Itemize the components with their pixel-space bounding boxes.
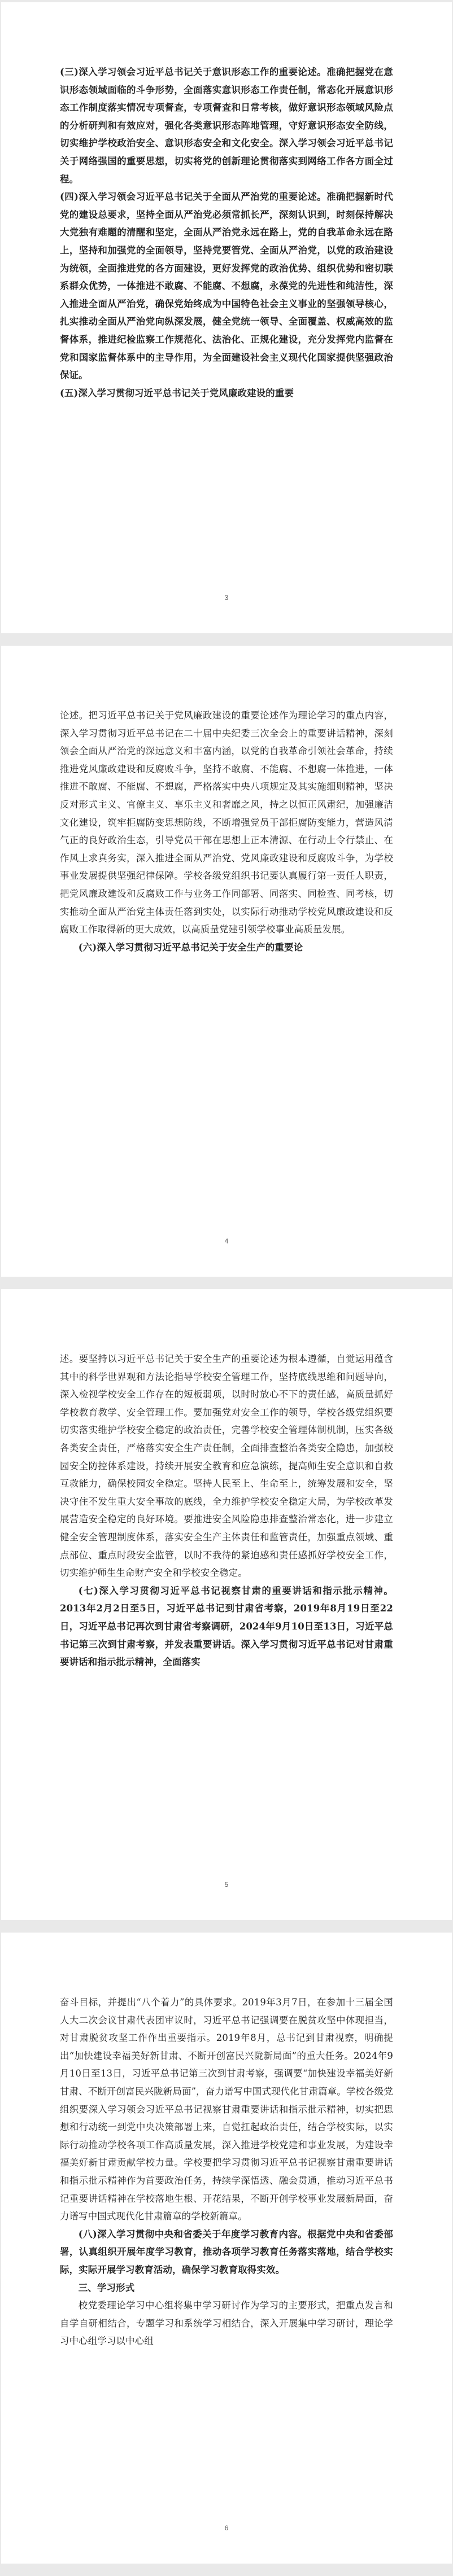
paragraph: 奋斗目标，并提出“八个着力”的具体要求。2019年3月7日，在参加十三届全国人大二次会议甘肃代表团审议时，习近平总书记强调要在脱贫攻坚中体现担当，对甘肃脱贫攻坚工作作出重要指示。2019年8月，总书记到甘肃视察，明确提出“加快建设幸福美好新甘肃、不断开创富民兴陇新局面”的重大任务。2024年9月10日至13日，习近平总书记第三次到甘肃考察，强调要“加快建设幸福美好新甘肃、不断开创富民兴陇新局面”，奋力谱写中国式现代化甘肃篇章。学校各级党组织要深入学习领会习近平总书记视察甘肃重要讲话和指示批示精神，切实把思想和行动统一到党中央决策部署上来，自觉扛起政治责任，结合学校实际，以实际行动推动学校各项工作高质量发展，深入推进学校党建和事业发展，为建设幸福美好新甘肃贡献学校力量。学校要把学习贯彻习近平总书记视察甘肃重要讲话和指示批示精神作为首要政治任务，持续学深悟透、融会贯通，推动习近平总书记重要讲话精神在学校落地生根、开花结果，不断开创学校事业发展新局面，奋力谱写中国式现代化甘肃篇章的学校新篇章。	[60, 1997, 393, 2222]
document-page-3	[1, 1289, 452, 1920]
paragraph: 校党委理论学习中心组将集中学习研讨作为学习的主要形式，把重点发言和自学自研相结合，专题学习和系统学习相结合，深入开展集中学习研讨，理论学习中心组学习以中心组	[60, 2300, 393, 2347]
paragraph: (三)深入学习领会习近平总书记关于意识形态工作的重要论述。准确把握党在意识形态领域面临的斗争形势，全面落实意识形态工作责任制，常态化开展意识形态工作制度落实情况专项督查，专项督查和日常考核，做好意识形态领域风险点的分析研判和有效应对，强化各类意识形态阵地管理，守好意识形态安全防线，切实维护学校政治安全、意识形态安全和文化安全。深入学习领会习近平总书记关于网络强国的重要思想，切实将党的创新理论贯彻落实到网络工作各方面全过程。	[60, 67, 393, 185]
paragraph: (六)深入学习贯彻习近平总书记关于安全生产的重要论	[78, 941, 303, 953]
paragraph: (四)深入学习领会习近平总书记关于全面从严治党的重要论述。准确把握新时代党的建设总要求，坚持全面从严治党必须常抓长严，深刻认识到，时刻保持解决大党独有难题的清醒和坚定，全面从严治党永远在路上，党的自我革命永远在路上，坚持和加强党的全面领导，坚持党要管党、全面从严治党，以党的政治建设为统领，全面推进党的各方面建设，更好发挥党的政治优势、组织优势和密切联系群众优势，一体推进不敢腐、不能腐、不想腐，永葆党的先进性和纯洁性，深入推进全面从严治党，确保党始终成为中国特色社会主义事业的坚强领导核心，扎实推动全面从严治党向纵深发展，健全党统一领导、全面覆盖、权威高效的监督体系，推进纪检监察工作规范化、法治化、正规化建设，充分发挥党内监督在党和国家监督体系中的主导作用，为全面建设社会主义现代化国家提供坚强政治保证。	[60, 191, 393, 381]
page-number: 5	[224, 1881, 229, 1889]
paragraph: (七)深入学习贯彻习近平总书记视察甘肃的重要讲话和指示批示精神。2013年2月2日至5日，习近平总书记到甘肃省考察，2019年8月19日至22日，习近平总书记再次到甘肃省考察调研，2024年9月10日至13日，习近平总书记第三次到甘肃考察，并发表重要讲话。深入学习贯彻习近平总书记对甘肃重要讲话和指示批示精神，全面落实	[60, 1585, 393, 1668]
paragraph: 论述。把习近平总书记关于党风廉政建设的重要论述作为理论学习的重点内容，深入学习贯彻习近平总书记在二十届中央纪委三次全会上的重要讲话精神，深刻领会全面从严治党的深远意义和丰富内涵，以党的自我革命引领社会革命，持续推进党风廉政建设和反腐败斗争，坚持不敢腐、不能腐、不想腐一体推进，一体推进不敢腐、不能腐、不想腐，严格落实中央八项规定及其实施细则精神，坚决反对形式主义、官僚主义、享乐主义和奢靡之风，持之以恒正风肃纪，加强廉洁文化建设，筑牢拒腐防变思想防线，不断增强党员干部拒腐防变能力，营造风清气正的良好政治生态，引导党员干部在思想上正本清源、在行动上令行禁止、在作风上求真务实，深入推进全面从严治党、党风廉政建设和反腐败斗争，为学校事业发展提供坚强纪律保障。学校各级党组织书记要认真履行第一责任人职责，把党风廉政建设和反腐败工作与业务工作同部署、同落实、同检查、同考核，切实推动全面从严治党主体责任落到实处，以实际行动推动学校党风廉政建设和反腐败工作取得新的更大成效，以高质量党建引领学校事业高质量发展。	[60, 710, 393, 935]
paragraph: 述。要坚持以习近平总书记关于安全生产的重要论述为根本遵循，自觉运用蕴含其中的科学世界观和方法论指导学校安全管理工作，坚持底线思维和问题导向，深入检视学校安全工作存在的短板弱项，以时时放心不下的责任感，高质量抓好学校教育教学、安全管理工作。要加强党对安全工作的领导，学校各级党组织要切实落实维护学校安全稳定的政治责任，完善学校安全管理体制机制，压实各级各类安全责任，严格落实安全生产责任制，全面排查整治各类安全隐患，加强校园安全防控体系建设，持续开展安全教育和应急演练，提高师生安全意识和自救互救能力，确保校园安全稳定。坚持人民至上、生命至上，统筹发展和安全，坚决守住不发生重大安全事故的底线，全力维护学校安全稳定大局，为学校改革发展营造安全稳定的良好环境。要推进安全风险隐患排查整治常态化，进一步建立健全安全管理制度体系，落实安全生产主体责任和监管责任，加强重点领域、重点部位、重点时段安全监管，以时不我待的紧迫感和责任感抓好学校安全工作，切实维护师生生命财产安全和学校安全稳定。	[60, 1353, 393, 1579]
paragraph: (八)深入学习贯彻中央和省委关于年度学习教育内容。根据党中央和省委部署，认真组织开展年度学习教育，推动各项学习教育任务落实落地，结合学校实际，实际开展学习教育活动，确保学习教育取得实效。	[60, 2228, 393, 2275]
document-page-1	[1, 2, 452, 633]
page-number: 6	[224, 2524, 229, 2532]
section-heading: 三、学习形式	[78, 2282, 135, 2293]
document-page-2	[1, 646, 452, 1277]
page-number: 4	[224, 1237, 229, 1245]
paragraph: (五)深入学习贯彻习近平总书记关于党风廉政建设的重要	[60, 387, 294, 398]
page-number: 3	[224, 594, 229, 602]
document-page-4	[1, 1933, 452, 2564]
